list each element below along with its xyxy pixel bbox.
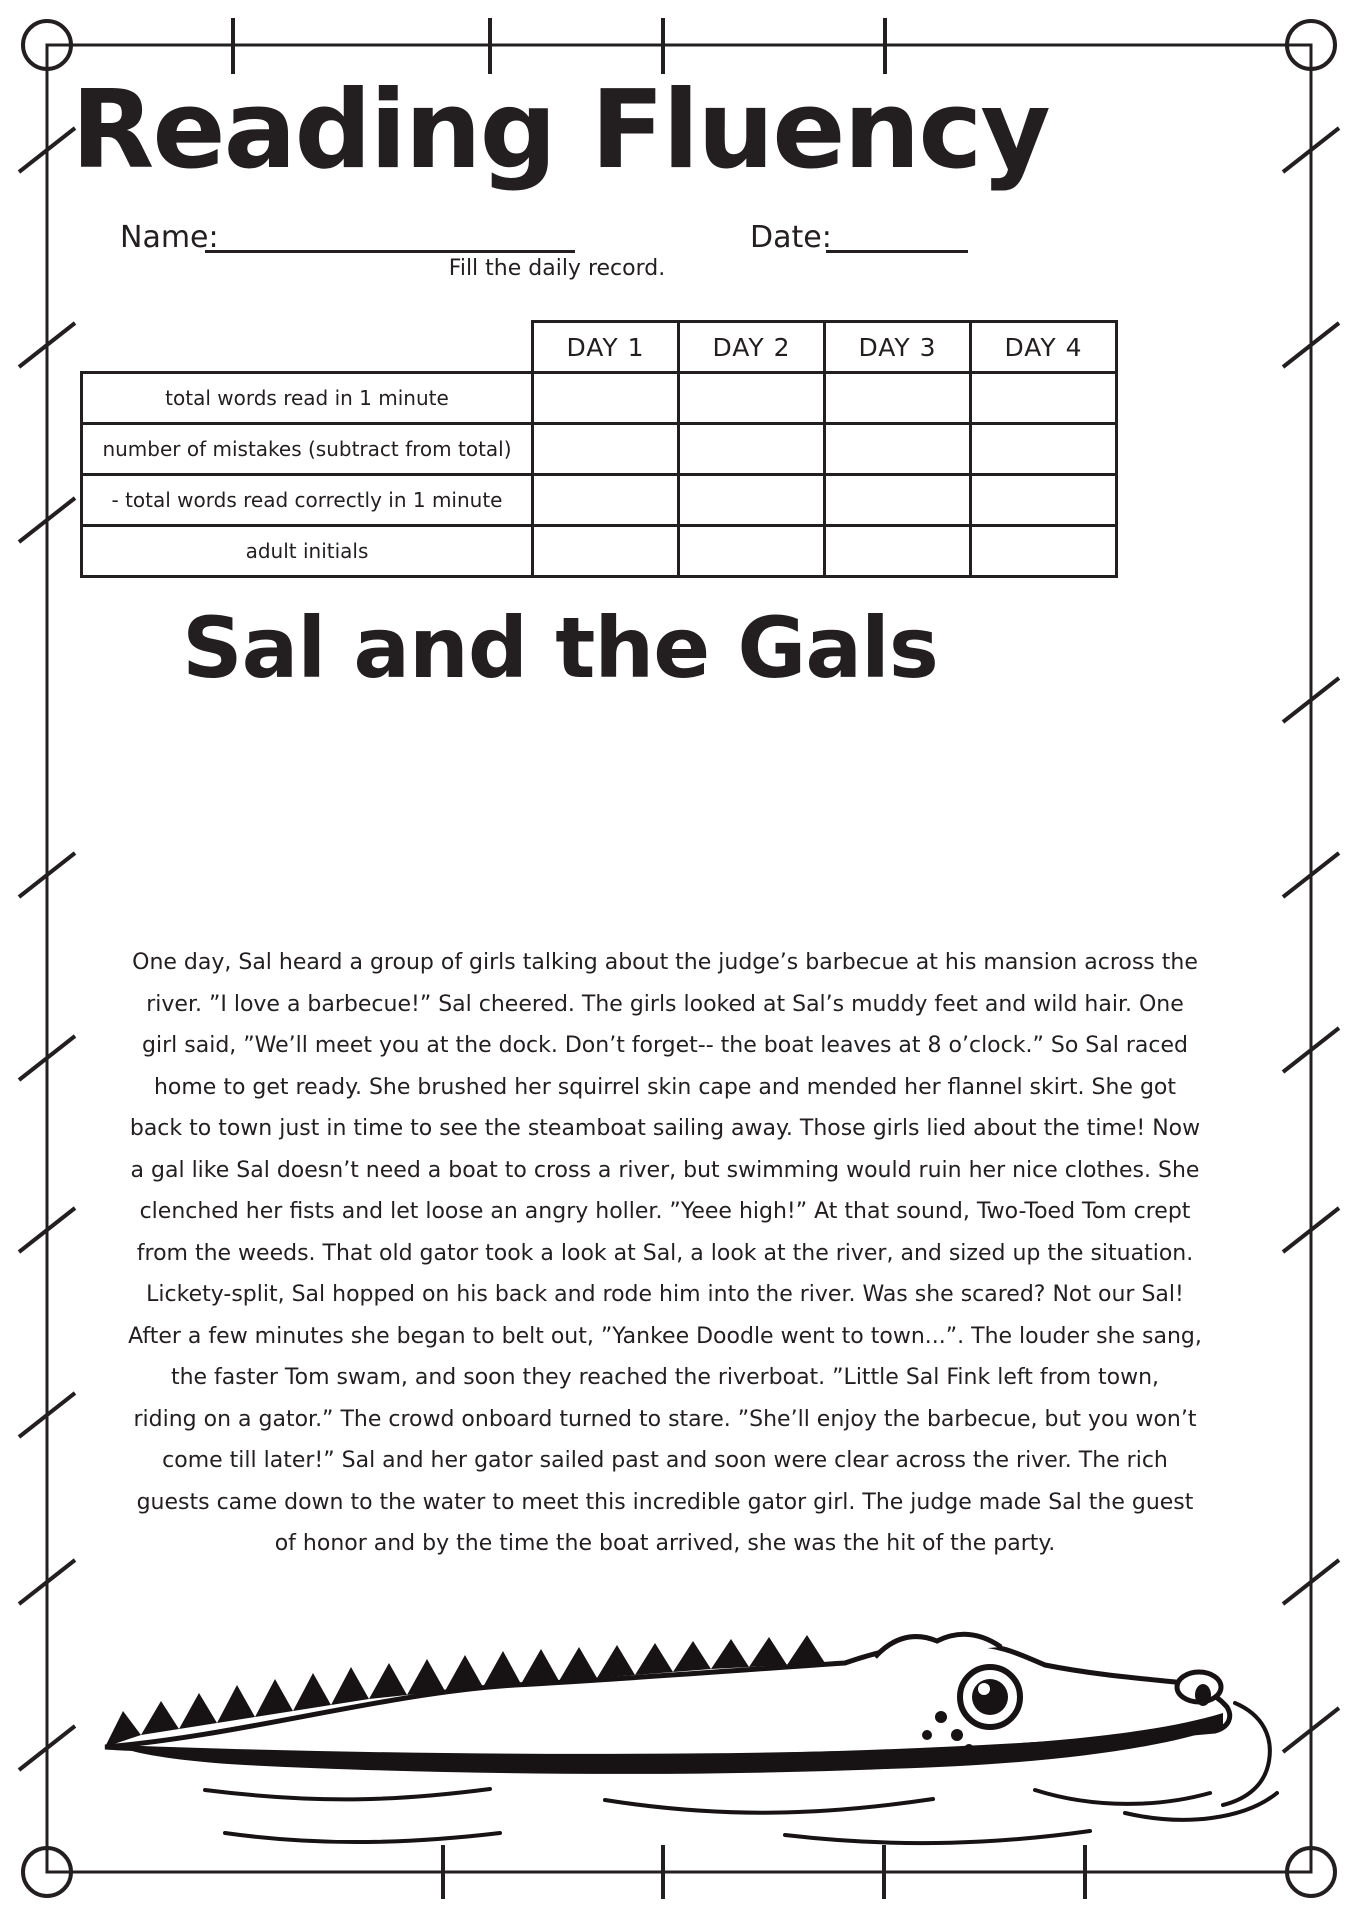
record-cell-r1-d2[interactable]: [679, 373, 825, 424]
record-cell-r4-d3[interactable]: [825, 526, 971, 577]
story-line: girl said, ”We’ll meet you at the dock. Don’t forget-- the boat leaves at 8 o’clock.” So Sal raced: [142, 1033, 1188, 1058]
table-row: [82, 475, 1117, 526]
row-label: number of mistakes (subtract from total): [82, 424, 533, 475]
row-label: - total words read correctly in 1 minute: [82, 475, 533, 526]
story-line: guests came down to the water to meet this incredible gator girl. The judge made Sal the guest: [136, 1489, 1194, 1515]
story-title: Sal and the Gals: [182, 599, 938, 697]
table-row: [82, 526, 1117, 577]
record-cell-r4-d1[interactable]: [533, 526, 679, 577]
name-input-line[interactable]: [205, 220, 575, 253]
record-cell-r2-d4[interactable]: [971, 424, 1117, 475]
day-header-1: DAY 1: [533, 322, 679, 373]
record-cell-r2-d3[interactable]: [825, 424, 971, 475]
row-label: adult initials: [82, 526, 533, 577]
story-line: clenched her fists and let loose an angry holler. ”Yeee high!” At that sound, Two-Toed Tom crept: [139, 1199, 1191, 1224]
day-header-2: DAY 2: [679, 322, 825, 373]
table-row: [82, 373, 1117, 424]
story-line: come till later!” Sal and her gator sailed past and soon were clear across the river. The rich: [162, 1448, 1168, 1473]
story-line: river. ”I love a barbecue!” Sal cheered. The girls looked at Sal’s muddy feet and wild hair. One: [146, 991, 1184, 1017]
record-cell-r1-d4[interactable]: [971, 373, 1117, 424]
record-cell-r3-d2[interactable]: [679, 475, 825, 526]
record-cell-r3-d3[interactable]: [825, 475, 971, 526]
date-input-line[interactable]: [826, 220, 968, 253]
story-line: back to town just in time to see the steamboat sailing away. Those girls lied about the time! Now: [129, 1116, 1201, 1141]
record-cell-r4-d4[interactable]: [971, 526, 1117, 577]
story-line: from the weeds. That old gator took a look at Sal, a look at the river, and sized up the situation.: [136, 1240, 1194, 1266]
record-cell-r1-d3[interactable]: [825, 373, 971, 424]
day-header-4: DAY 4: [971, 322, 1117, 373]
story-text: [0, 942, 1330, 1565]
record-cell-r2-d1[interactable]: [533, 424, 679, 475]
record-cell-r1-d1[interactable]: [533, 373, 679, 424]
story-line: a gal like Sal doesn’t need a boat to cross a river, but swimming would ruin her nice clothes. She: [130, 1157, 1200, 1183]
daily-record-table: [80, 320, 1118, 578]
instruction-text: Fill the daily record.: [448, 256, 666, 281]
story-line: of honor and by the time the boat arrived, she was the hit of the party.: [274, 1531, 1056, 1556]
story-line: riding on a gator.” The crowd onboard turned to stare. ”She’ll enjoy the barbecue, but you won’t: [133, 1406, 1197, 1432]
table-corner-blank: [82, 322, 533, 373]
table-row: [82, 424, 1117, 475]
alligator-illustration: [85, 1585, 1285, 1850]
record-cell-r3-d4[interactable]: [971, 475, 1117, 526]
page-title: Reading Fluency: [71, 68, 1049, 193]
story-line: home to get ready. She brushed her squirrel skin cape and mended her flannel skirt. She got: [153, 1074, 1177, 1100]
day-header-3: DAY 3: [825, 322, 971, 373]
gator-nostril: [1195, 1684, 1211, 1706]
record-cell-r3-d1[interactable]: [533, 475, 679, 526]
name-date-row: [0, 220, 1358, 260]
record-cell-r4-d2[interactable]: [679, 526, 825, 577]
record-cell-r2-d2[interactable]: [679, 424, 825, 475]
name-label: Name:: [120, 220, 219, 255]
day-header-row: [82, 322, 1117, 373]
top-tick-marks: [233, 18, 885, 74]
story-line: Lickety-split, Sal hopped on his back and rode him into the river. Was she scared? Not our Sal!: [146, 1282, 1184, 1307]
gator-eye-glint: [978, 1683, 990, 1695]
story-line: After a few minutes she began to belt out, ”Yankee Doodle went to town...”. The louder she sang,: [128, 1323, 1202, 1349]
gator-eye-pupil: [972, 1679, 1008, 1715]
story-line: One day, Sal heard a group of girls talking about the judge’s barbecue at his mansion across the: [132, 950, 1198, 975]
bottom-tick-marks: [443, 1845, 1085, 1899]
story-line: the faster Tom swam, and soon they reached the riverboat. ”Little Sal Fink left from town,: [170, 1365, 1160, 1390]
date-label: Date:: [750, 220, 832, 255]
row-label: total words read in 1 minute: [82, 373, 533, 424]
